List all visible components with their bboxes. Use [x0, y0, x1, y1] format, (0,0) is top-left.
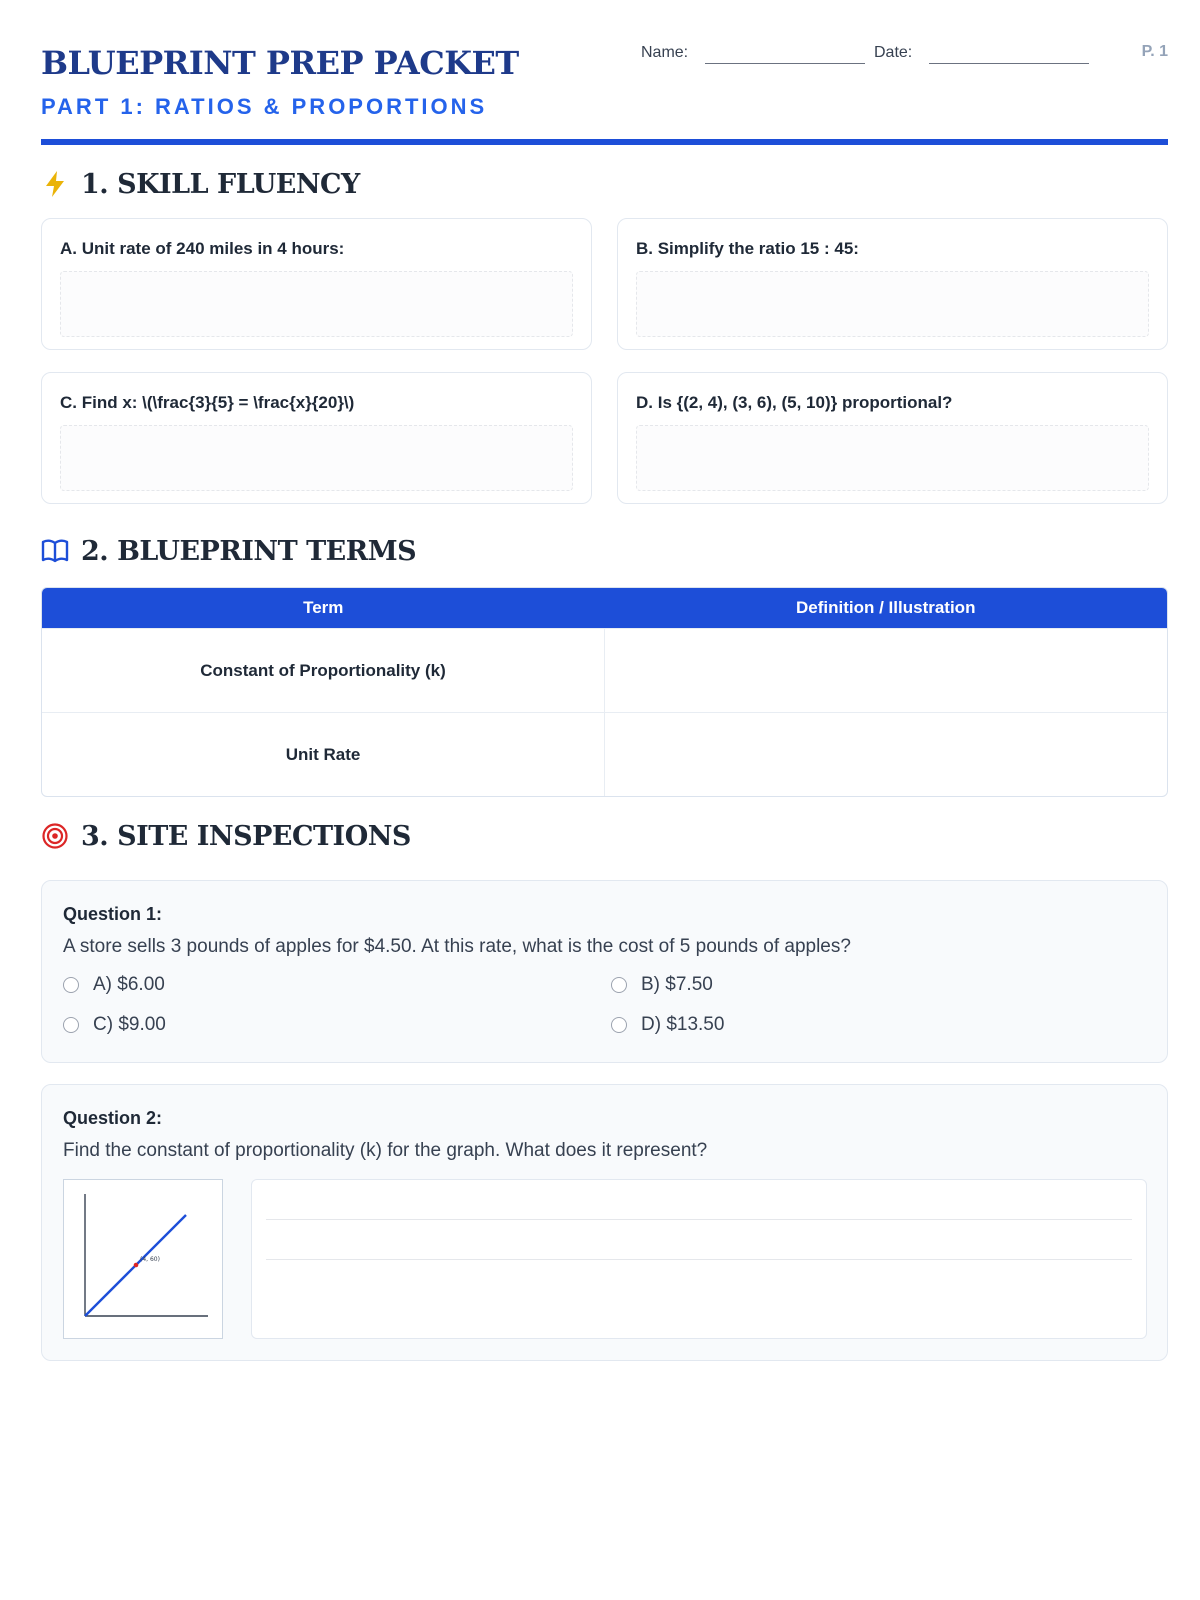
option-label: C) $9.00 — [93, 1014, 166, 1035]
option-c[interactable] — [63, 1014, 166, 1036]
question-2-box — [41, 1084, 1168, 1361]
writing-line — [266, 1259, 1132, 1260]
fluency-card-a — [41, 218, 592, 350]
fluency-card-d — [617, 372, 1168, 504]
term-cell: Constant of Proportionality (k) — [42, 629, 605, 713]
fluency-question: A. Unit rate of 240 miles in 4 hours: — [60, 239, 345, 258]
column-header-term: Term — [42, 588, 605, 629]
page-title: BLUEPRINT PREP PACKET — [41, 44, 519, 82]
definition-cell[interactable] — [605, 629, 1168, 713]
page-number: P. 1 — [1141, 43, 1168, 60]
graph-point-label: (4, 60) — [140, 1256, 160, 1263]
option-label: B) $7.50 — [641, 974, 713, 995]
option-d[interactable] — [611, 1014, 724, 1036]
radio-button[interactable] — [63, 1017, 79, 1033]
book-icon — [41, 537, 69, 565]
writing-line — [266, 1219, 1132, 1220]
fluency-card-b — [617, 218, 1168, 350]
option-b[interactable] — [611, 974, 713, 996]
question-label: Question 2: — [63, 1108, 163, 1128]
column-header-definition: Definition / Illustration — [605, 588, 1168, 629]
answer-box[interactable] — [60, 271, 573, 337]
term-cell: Unit Rate — [42, 713, 605, 797]
option-a[interactable] — [63, 974, 165, 996]
question-text: A store sells 3 pounds of apples for $4.50. At this rate, what is the cost of 5 pounds of apples? — [63, 936, 851, 957]
table-row — [42, 629, 1167, 713]
definition-cell[interactable] — [605, 713, 1168, 797]
page-subtitle: PART 1: RATIOS & PROPORTIONS — [41, 94, 488, 119]
name-label: Name: — [641, 44, 689, 61]
question-text: Find the constant of proportionality (k) for the graph. What does it represent? — [63, 1140, 708, 1161]
proportional-graph — [63, 1179, 223, 1339]
worksheet-page — [41, 0, 1168, 1263]
answer-box[interactable] — [636, 425, 1149, 491]
answer-box[interactable] — [60, 425, 573, 491]
answer-box[interactable] — [636, 271, 1149, 337]
section-blueprint-terms — [41, 533, 416, 569]
fluency-card-c — [41, 372, 592, 504]
radio-button[interactable] — [611, 1017, 627, 1033]
lightning-icon — [41, 170, 69, 198]
target-icon — [41, 822, 69, 850]
graph-point — [134, 1263, 139, 1268]
radio-button[interactable] — [611, 977, 627, 993]
fluency-question: B. Simplify the ratio 15 : 45: — [636, 239, 859, 258]
header — [41, 0, 1168, 145]
section-site-inspections — [41, 818, 411, 854]
date-line[interactable] — [929, 63, 1089, 64]
date-label: Date: — [874, 44, 913, 61]
section-title: 2. BLUEPRINT TERMS — [81, 535, 417, 567]
section-skill-fluency — [41, 166, 360, 202]
name-line[interactable] — [705, 63, 865, 64]
section-title: 3. SITE INSPECTIONS — [81, 820, 411, 852]
option-label: A) $6.00 — [93, 974, 165, 995]
fluency-question: D. Is {(2, 4), (3, 6), (5, 10)} proportional? — [636, 393, 953, 412]
radio-button[interactable] — [63, 977, 79, 993]
option-label: D) $13.50 — [641, 1014, 725, 1035]
answer-box[interactable] — [251, 1179, 1147, 1339]
terms-table — [41, 587, 1168, 797]
question-1-box — [41, 880, 1168, 1063]
table-row — [42, 713, 1167, 797]
question-label: Question 1: — [63, 904, 163, 924]
section-title: 1. SKILL FLUENCY — [81, 168, 360, 200]
fluency-question: C. Find x: \(\frac{3}{5} = \frac{x}{20}\) — [60, 393, 355, 412]
